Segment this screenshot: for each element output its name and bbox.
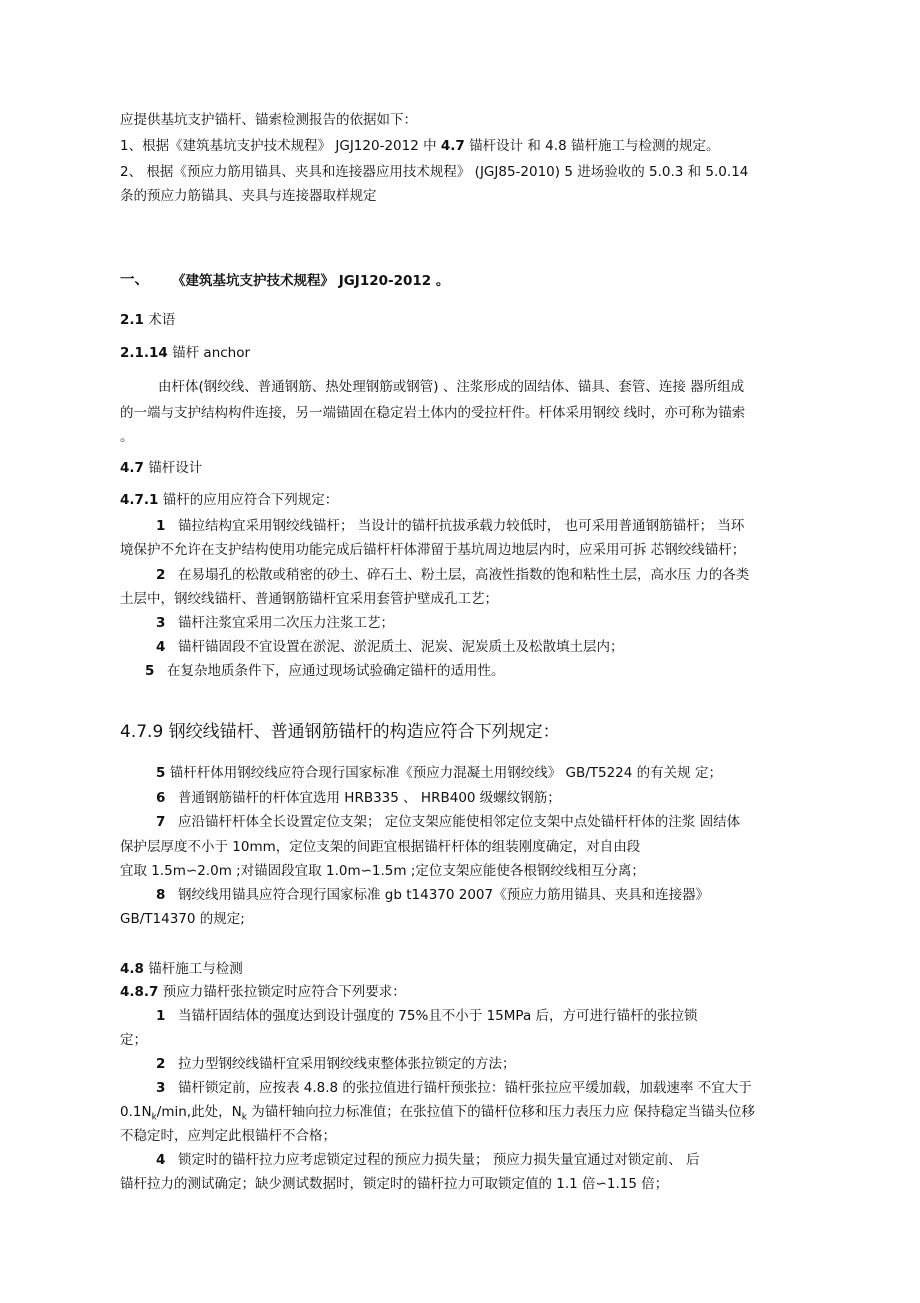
intro-line-2-tail: 锚杆设计 和 4.8 锚杆施工与检测的规定。 [464, 138, 720, 154]
item-number: 6 [156, 790, 166, 806]
item-number: 5 [145, 663, 155, 679]
section-one-title: 《建筑基坑支护技术规程》 JGJ120-2012 。 [172, 273, 450, 289]
item-text-part: /min,此处，N [156, 1104, 242, 1120]
item-text: 锚杆拉力的测试确定；缺少测试数据时，锁定时的锚杆拉力可取锁定值的 1.1 倍∽1.15 倍； [120, 1176, 669, 1192]
item-text: 钢绞线用锚具应符合现行国家标准 gb t14370 2007《预应力筋用锚具、夹具和连接器》 [178, 887, 710, 903]
item-text: 锚杆注浆宜采用二次压力注浆工艺； [178, 615, 394, 631]
item-text: 锁定时的锚杆拉力应考虑锁定过程的预应力损失量； 预应力损失量宜通过对锁定前、 后 [178, 1152, 700, 1168]
item-number: 2 [156, 1056, 166, 1072]
section-one-number: 一、 [120, 272, 149, 288]
intro-line-2-text: 1、根据《建筑基坑支护技术规程》 JGJ120-2012 中 [120, 138, 441, 154]
heading-2-1-14-number: 2.1.14 [120, 345, 168, 361]
item-text: GB/T14370 的规定; [120, 911, 245, 927]
heading-2-1-14-text: 锚杆 anchor [167, 345, 251, 361]
item-text: 定； [120, 1032, 147, 1048]
heading-4-8 [120, 960, 243, 978]
heading-4-8-7-text: 预应力锚杆张拉锁定时应符合下列要求： [158, 984, 406, 1000]
heading-4-7-9: 4.7.9 钢绞线锚杆、普通钢筋锚杆的构造应符合下列规定： [120, 722, 560, 742]
item-text-part: 0.1N [120, 1104, 152, 1120]
item-text: 锚杆杆体用钢绞线应符合现行国家标准《预应力混凝土用钢绞线》 GB/T5224 的有关规 定； [165, 765, 722, 781]
item-number: 4 [156, 639, 166, 655]
subscript: k [151, 1112, 157, 1123]
item-number: 7 [156, 814, 166, 830]
intro-line-2 [120, 137, 719, 155]
item-text: 锚拉结构宜采用钢绞线锚杆； 当设计的锚杆抗拔承载力较低时， 也可采用普通钢筋锚杆； 当环 [178, 518, 745, 534]
heading-4-7-1-text: 锚杆的应用应符合下列规定： [158, 492, 339, 508]
item-text: 当锚杆固结体的强度达到设计强度的 75%且不小于 15MPa 后，方可进行锚杆的张拉锁 [178, 1008, 698, 1024]
heading-2-1 [120, 311, 175, 329]
heading-4-7-number: 4.7 [120, 460, 144, 476]
heading-4-8-7 [120, 983, 406, 1001]
intro-line-3: 2、 根据《预应力筋用锚具、夹具和连接器应用技术规程》 (JGJ85-2010) 5 进场验收的 5.0.3 和 5.0.14 [120, 164, 749, 180]
heading-4-7-text: 锚杆设计 [143, 460, 203, 476]
subscript: k [241, 1112, 247, 1123]
item-text [120, 1103, 755, 1127]
item-number: 4 [156, 1152, 166, 1168]
heading-2-1-14 [120, 344, 250, 362]
item-text: 不稳定时，应判定此根锚杆不合格； [120, 1128, 336, 1144]
heading-2-1-text: 术语 [143, 312, 176, 328]
heading-4-8-text: 锚杆施工与检测 [143, 961, 243, 977]
item-text: 在复杂地质条件下，应通过现场试验确定锚杆的适用性。 [167, 663, 505, 679]
item-text: 拉力型钢绞线锚杆宜采用钢绞线束整体张拉锁定的方法； [178, 1056, 516, 1072]
item-text: 土层中，钢绞线锚杆、普通钢筋锚杆宜采用套管护壁成孔工艺； [120, 591, 498, 607]
item-text: 宜取 1.5m∽2.0m ;对锚固段宜取 1.0m∽1.5m ;定位支架应能使各根钢绞线相互分离； [120, 863, 645, 879]
heading-4-8-7-number: 4.8.7 [120, 984, 159, 1000]
item-number: 3 [156, 615, 166, 631]
item-row [156, 764, 722, 782]
heading-4-7-1 [120, 491, 338, 509]
heading-2-1-number: 2.1 [120, 312, 144, 328]
heading-4-7 [120, 459, 202, 477]
item-text: 锚杆锚固段不宜设置在淤泥、淤泥质土、泥炭、泥炭质土及松散填土层内； [178, 639, 624, 655]
item-text: 应沿锚杆杆体全长设置定位支架； 定位支架应能使相邻定位支架中点处锚杆杆体的注浆 固结体 [178, 814, 741, 830]
item-number: 1 [156, 518, 166, 534]
item-text: 普通钢筋锚杆的杆体宜选用 HRB335 、 HRB400 级螺纹钢筋； [178, 790, 561, 806]
item-number: 5 [156, 765, 166, 781]
heading-4-8-number: 4.8 [120, 961, 144, 977]
item-number: 1 [156, 1008, 166, 1024]
item-text: 锚杆锁定前，应按表 4.8.8 的张拉值进行锚杆预张拉：锚杆张拉应平缓加载，加载速率 不宜大于 [178, 1080, 752, 1096]
intro-line-1: 应提供基坑支护锚杆、锚索检测报告的依据如下： [120, 112, 417, 128]
anchor-definition-line-3: 。 [120, 429, 134, 445]
item-text: 境保护不允许在支护结构使用功能完成后锚杆杆体滞留于基坑周边地层内时，应采用可拆 芯钢绞线锚杆； [120, 542, 746, 558]
anchor-definition-line-1: 由杆体(钢绞线、普通钢筋、热处理钢筋或钢管) 、注浆形成的固结体、锚具、套管、连接 器所组成 [158, 379, 745, 395]
item-text: 在易塌孔的松散或稍密的砂土、碎石土、粉土层，高液性指数的饱和粘性土层，高水压 力的各类 [178, 567, 750, 583]
anchor-definition-line-2: 的一端与支护结构构件连接，另一端锚固在稳定岩土体内的受拉杆件。杆体采用钢绞 线时，亦可称为锚索 [120, 405, 746, 421]
intro-line-4: 条的预应力筋锚具、夹具与连接器取样规定 [120, 188, 377, 204]
item-number: 3 [156, 1080, 166, 1096]
item-text-part: 为锚杆轴向拉力标准值；在张拉值下的锚杆位移和压力表压力应 保持稳定当锚头位移 [246, 1104, 756, 1120]
item-number: 2 [156, 567, 166, 583]
heading-4-7-1-number: 4.7.1 [120, 492, 159, 508]
item-number: 8 [156, 887, 166, 903]
intro-line-2-section: 4.7 [440, 138, 465, 154]
item-text: 保护层厚度不小于 10mm，定位支架的间距宜根据锚杆杆体的组装刚度确定，对自由段 [120, 839, 641, 855]
